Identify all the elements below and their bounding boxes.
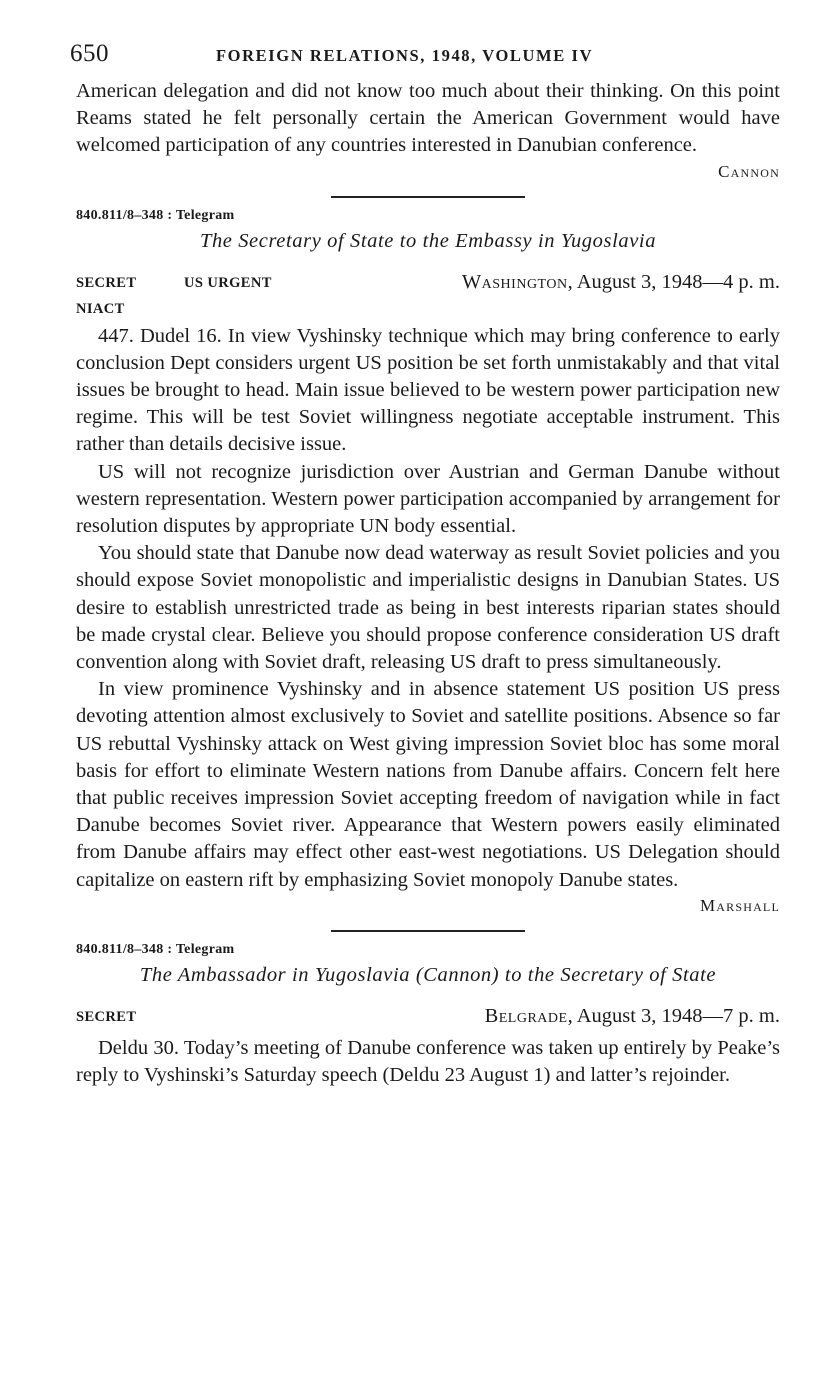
date: , August 3, 1948—4 p. m. (567, 270, 780, 293)
file-reference: 840.811/8–348 : Telegram (76, 941, 235, 957)
file-reference: 840.811/8–348 : Telegram (76, 207, 235, 223)
body-paragraph: 447. Dudel 16. In view Vyshinsky technique which may bring conference to early conclusion Dept considers urgent US position be set forth unmistakably and that vital issues be brought to head. Main issue believed to be western power participation new regime. This will be test Soviet willingness negotiate acceptable instrument. This rather than details decisive issue. (76, 324, 780, 456)
body-paragraph: Deldu 30. Today’s meeting of Danube conference was taken up entirely by Peake’s reply to Vyshinski’s Saturday speech (Deldu 23 August 1) and latter’s rejoinder. (76, 1036, 780, 1087)
signature-cannon: Cannon (718, 161, 780, 181)
section-divider (331, 196, 525, 198)
place: Belgrade (484, 1004, 568, 1027)
date: , August 3, 1948—7 p. m. (567, 1004, 780, 1027)
section-divider (331, 930, 525, 932)
dateline (76, 271, 780, 297)
routing-marking: NIACT (76, 300, 125, 317)
priority-marking: US URGENT (184, 274, 272, 291)
page-number: 650 (70, 40, 109, 67)
place-date (462, 271, 780, 294)
continued-paragraph: American delegation and did not know too much about their thinking. On this point Reams stated he felt personally certain the American Government would have welcomed participation of any countries interested in Danubian conference. (76, 80, 780, 157)
dateline (76, 1005, 780, 1031)
document-page (70, 38, 780, 1089)
running-head (70, 38, 780, 78)
place: Washington (461, 270, 568, 293)
body-paragraph: You should state that Danube now dead waterway as result Soviet policies and you should expose Soviet monopolistic and imperialistic designs in Danubian States. US desire to establish unrestricted trade as being in best interests riparian states should be made crystal clear. Believe you should propose conference consideration US draft convention along with Soviet draft, releasing US draft to press simultaneously. (76, 542, 780, 674)
running-title: FOREIGN RELATIONS, 1948, VOLUME IV (216, 46, 594, 65)
document-title: The Ambassador in Yugoslavia (Cannon) to the Secretary of State (139, 963, 717, 986)
document-title: The Secretary of State to the Embassy in Yugoslavia (199, 229, 657, 252)
signature-marshall: Marshall (699, 895, 780, 915)
body-paragraph: US will not recognize jurisdiction over Austrian and German Danube without western representation. Western power participation accompanied by arrangement for resolution disputes by appropriate UN body essential. (76, 460, 780, 538)
place-date (485, 1005, 780, 1028)
classification: SECRET (76, 1008, 137, 1025)
body-paragraph: In view prominence Vyshinsky and in absence statement US position US press devoting attention almost exclusively to Soviet and satellite positions. Absence so far US rebuttal Vyshinsky attack on West giving impression Soviet bloc has some moral basis for effort to eliminate Western nations from Danube affairs. Concern felt here that public receives impression Soviet accepting freedom of navigation while in fact Danube becomes Soviet river. Appearance that Western powers easily eliminated from Danube affairs may effect other east-west negotiations. US Delegation should capitalize on eastern rift by emphasizing Soviet monopoly Danube states. (76, 678, 780, 891)
classification: SECRET (76, 274, 137, 291)
